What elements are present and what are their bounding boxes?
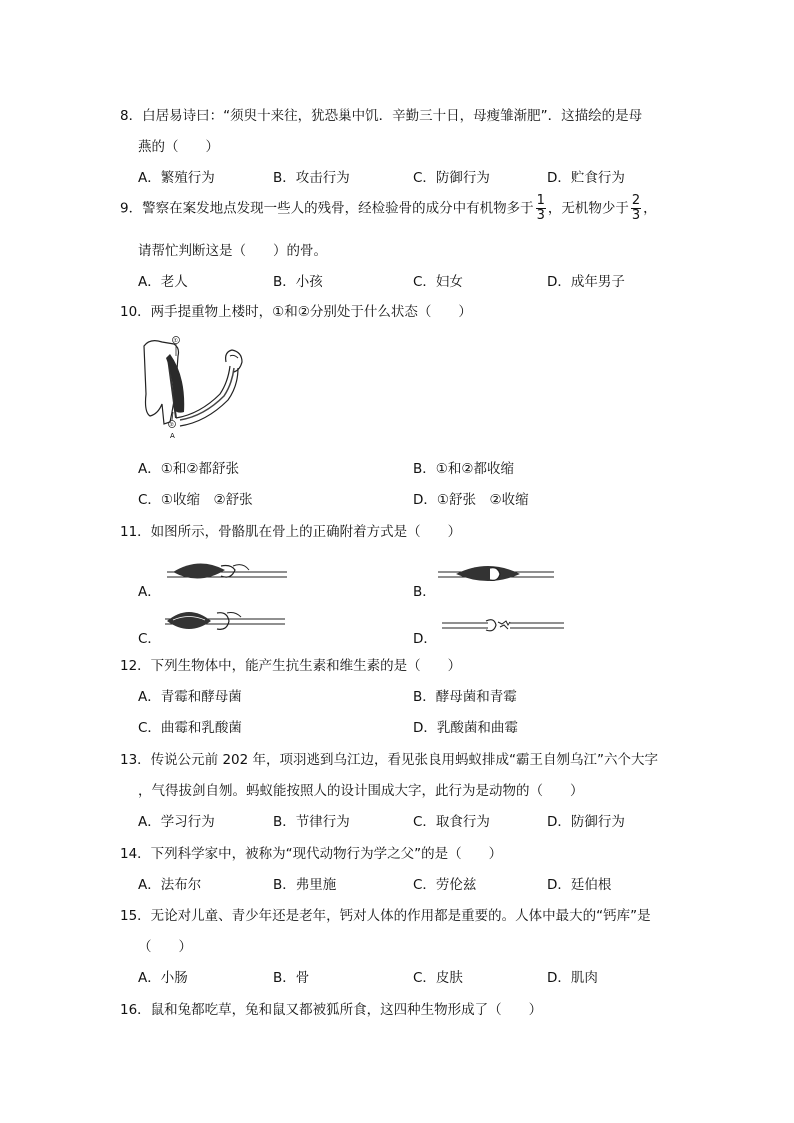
question-15-stem-line1: 15．无论对儿童、青少年还是老年，钙对人体的作用都是重要的。人体中最大的“钙库”是 <box>120 908 651 924</box>
question-15-option-c[interactable]: C．皮肤 <box>413 970 463 986</box>
figure-label-1: ① <box>173 338 178 344</box>
question-16-stem: 16．鼠和兔都吃草，兔和鼠又都被狐所食，这四种生物形成了（ ） <box>120 1002 543 1018</box>
question-8-option-a[interactable]: A．繁殖行为 <box>138 170 215 186</box>
question-11-option-d[interactable]: D． <box>413 631 437 647</box>
question-14-option-d[interactable]: D．廷伯根 <box>547 877 612 893</box>
question-10-option-a[interactable]: A．①和②都舒张 <box>138 461 239 477</box>
question-12-option-d[interactable]: D．乳酸菌和曲霉 <box>413 720 518 736</box>
question-14-stem: 14．下列科学家中，被称为“现代动物行为学之父”的是（ ） <box>120 846 503 862</box>
fraction-two-thirds: $\frac{2}{3}$ <box>631 193 641 223</box>
figure-label-a: A <box>170 432 175 440</box>
question-13-option-d[interactable]: D．防御行为 <box>547 814 625 830</box>
question-9-stem-line1 <box>120 194 657 223</box>
question-11-option-b[interactable]: B． <box>413 584 436 600</box>
question-12-option-c[interactable]: C．曲霉和乳酸菌 <box>138 720 242 736</box>
question-15-stem-line2: （ ） <box>138 939 192 955</box>
question-10-option-c[interactable]: C．①收缩 ②舒张 <box>138 492 253 508</box>
muscle-diagram-d <box>440 613 566 637</box>
question-14-option-c[interactable]: C．劳伦兹 <box>413 877 477 893</box>
question-9-option-b[interactable]: B．小孩 <box>273 274 323 290</box>
question-13-stem-line2: ，气得拔剑自刎。蚂蚁能按照人的设计围成大字，此行为是动物的（ ） <box>138 783 584 799</box>
question-9-text-b: ，无机物少于 <box>547 200 629 217</box>
question-12-option-a[interactable]: A．青霉和酵母菌 <box>138 689 242 705</box>
question-9-stem-line2: 请帮忙判断这是（ ）的骨。 <box>138 243 327 259</box>
question-8-option-c[interactable]: C．防御行为 <box>413 170 490 186</box>
question-12-stem: 12．下列生物体中，能产生抗生素和维生素的是（ ） <box>120 658 462 674</box>
arm-muscle-figure <box>140 334 260 444</box>
question-15-option-d[interactable]: D．肌肉 <box>547 970 598 986</box>
question-11-option-a[interactable]: A． <box>138 584 161 600</box>
question-15-option-a[interactable]: A．小肠 <box>138 970 188 986</box>
question-9-option-a[interactable]: A．老人 <box>138 274 188 290</box>
fraction-one-third: $\frac{1}{3}$ <box>536 193 545 223</box>
question-14-option-a[interactable]: A．法布尔 <box>138 877 202 893</box>
muscle-diagram-c <box>161 603 287 637</box>
question-12-option-b[interactable]: B．酵母菌和青霉 <box>413 689 517 705</box>
question-10-option-b[interactable]: B．①和②都收缩 <box>413 461 514 477</box>
question-9-option-d[interactable]: D．成年男子 <box>547 274 625 290</box>
question-13-option-c[interactable]: C．取食行为 <box>413 814 490 830</box>
muscle-diagram-a <box>163 556 289 586</box>
question-9-text-c: ， <box>643 200 657 217</box>
figure-label-2: ② <box>169 422 174 428</box>
question-14-option-b[interactable]: B．弗里施 <box>273 877 337 893</box>
question-8-stem-line2: 燕的（ ） <box>138 139 219 155</box>
question-13-option-a[interactable]: A．学习行为 <box>138 814 215 830</box>
question-10-option-d[interactable]: D．①舒张 ②收缩 <box>413 492 529 508</box>
question-10-stem: 10．两手提重物上楼时，①和②分别处于什么状态（ ） <box>120 304 472 320</box>
question-11-stem: 11．如图所示，骨骼肌在骨上的正确附着方式是（ ） <box>120 524 462 540</box>
question-15-option-b[interactable]: B．骨 <box>273 970 310 986</box>
question-8-option-d[interactable]: D．贮食行为 <box>547 170 625 186</box>
question-8-stem-line1: 8．白居易诗曰：“须臾十来往，犹恐巢中饥．辛勤三十日，母瘦雏渐肥”．这描绘的是母 <box>120 108 643 124</box>
muscle-diagram-b <box>436 558 556 588</box>
question-13-stem-line1: 13．传说公元前 202 年，项羽逃到乌江边，看见张良用蚂蚁排成“霸王自刎乌江”六个大字 <box>120 752 659 768</box>
question-9-text-a: 9．警察在案发地点发现一些人的残骨，经检验骨的成分中有机物多于 <box>120 200 534 217</box>
question-11-option-c[interactable]: C． <box>138 631 161 647</box>
question-13-option-b[interactable]: B．节律行为 <box>273 814 350 830</box>
question-8-option-b[interactable]: B．攻击行为 <box>273 170 350 186</box>
question-9-option-c[interactable]: C．妇女 <box>413 274 463 290</box>
